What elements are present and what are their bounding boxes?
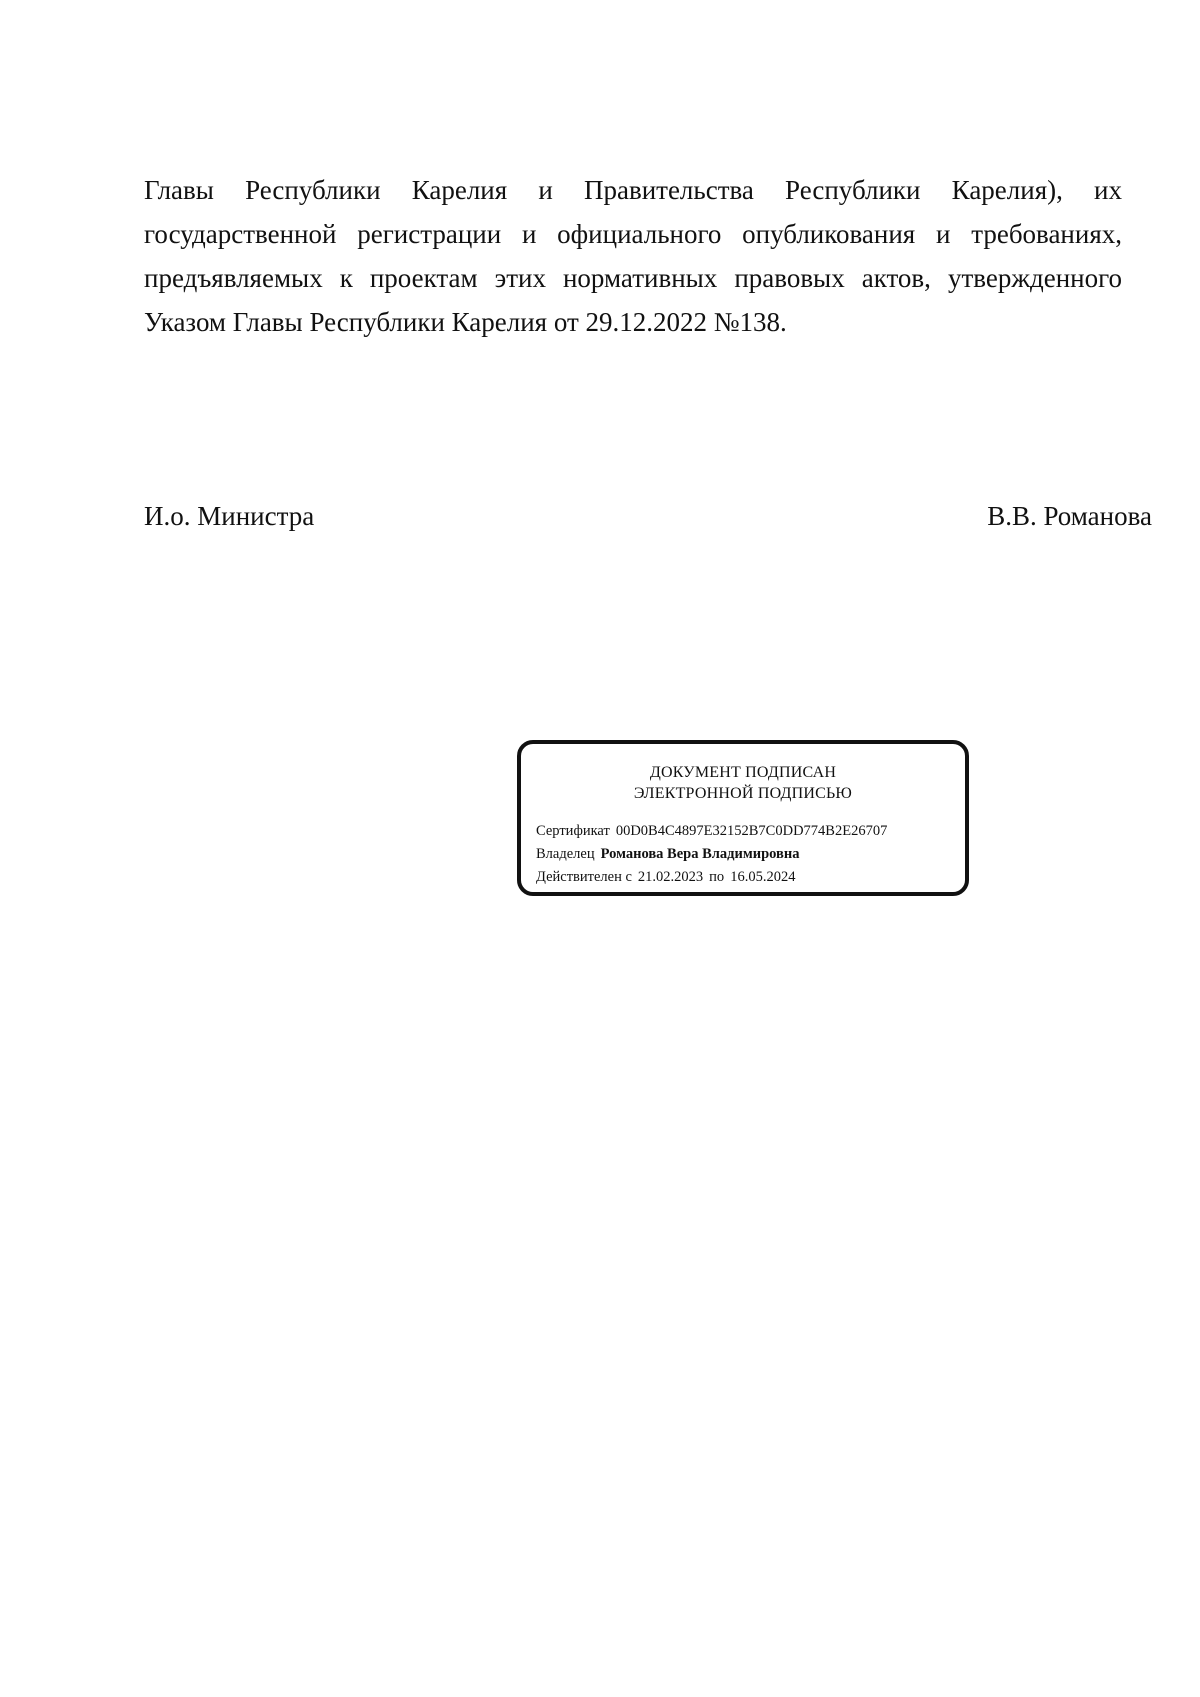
paragraph-line: предъявляемых к проектам этих нормативных правовых актов, утвержденного xyxy=(144,263,1122,293)
body-paragraph xyxy=(144,168,1122,344)
certificate-value: 00D0B4C4897E32152B7C0DD774B2E26707 xyxy=(615,823,888,839)
valid-label: Действителен с xyxy=(536,869,632,885)
certificate-label: Сертификат xyxy=(536,823,610,839)
paragraph-line: Указом Главы Республики Карелия от 29.12.2022 №138. xyxy=(144,307,787,337)
valid-from: 21.02.2023 xyxy=(637,869,704,885)
valid-to-label: по xyxy=(709,869,725,885)
stamp-title-line: ДОКУМЕНТ ПОДПИСАН xyxy=(649,764,837,781)
owner-label: Владелец xyxy=(536,846,595,862)
signatory-position: И.о. Министра xyxy=(144,501,315,531)
paragraph-line: государственной регистрации и официального опубликования и требованиях, xyxy=(144,219,1122,249)
paragraph-line: Главы Республики Карелия и Правительства Республики Карелия), их xyxy=(144,175,1122,205)
valid-to: 16.05.2024 xyxy=(730,869,796,885)
owner-value: Романова Вера Владимировна xyxy=(600,846,800,862)
stamp-validity-row xyxy=(536,868,795,886)
stamp-title-line: ЭЛЕКТРОННОЙ ПОДПИСЬЮ xyxy=(633,785,853,802)
stamp-certificate-row xyxy=(536,822,887,840)
electronic-signature-stamp xyxy=(517,740,969,896)
stamp-title xyxy=(521,762,965,804)
stamp-owner-row xyxy=(536,845,799,863)
signatory-name: В.В. Романова xyxy=(987,501,1152,531)
